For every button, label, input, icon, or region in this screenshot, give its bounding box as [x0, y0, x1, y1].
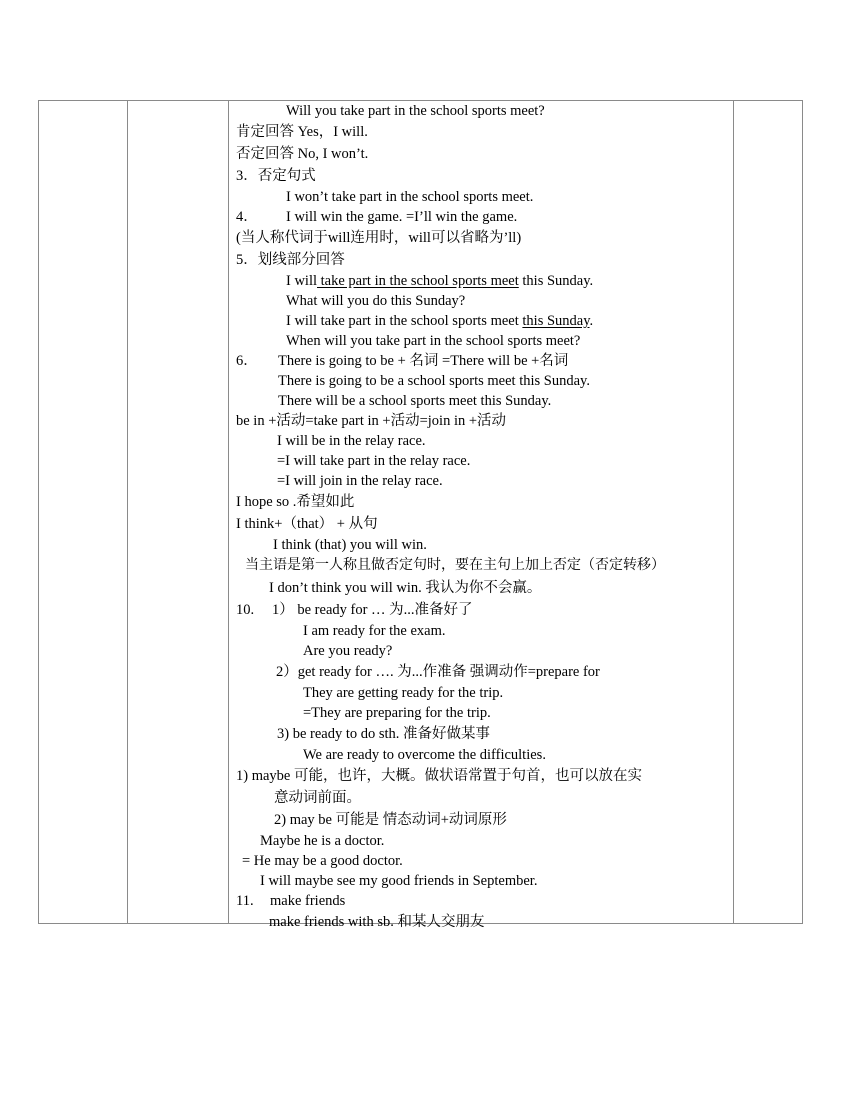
text-line: 意动词前面。: [274, 790, 361, 806]
line-text: I will take part in the school sports meet: [286, 313, 523, 329]
text-line: I will maybe see my good friends in September.: [260, 873, 538, 889]
text-line: 2) may be 可能是 情态动词+动词原形: [274, 812, 507, 828]
text-line: (当人称代词于will连用时，will可以省略为’ll): [236, 230, 522, 246]
text-line: 2）get ready for …. 为...作准备 强调动作=prepare for: [276, 664, 600, 680]
text-line: 否定回答 No, I won’t.: [236, 146, 369, 162]
text-line: They are getting ready for the trip.: [303, 685, 504, 701]
notes-content: [236, 101, 732, 933]
text-line: be in +活动=take part in +活动=join in +活动: [236, 413, 507, 429]
line-text: I will: [286, 273, 318, 289]
text-line: What will you do this Sunday?: [286, 293, 466, 309]
line-text: 1） be ready for … 为...准备好了: [272, 602, 473, 618]
text-line: =They are preparing for the trip.: [303, 705, 491, 721]
text-line: =I will take part in the relay race.: [277, 453, 471, 469]
text-line: [236, 891, 732, 911]
column-divider: [127, 101, 128, 923]
text-line: Are you ready?: [303, 643, 393, 659]
item-number: 11.: [236, 893, 254, 909]
text-line: 3) be ready to do sth. 准备好做某事: [277, 726, 491, 742]
column-divider: [733, 101, 734, 923]
text-line: I will be in the relay race.: [277, 433, 426, 449]
text-line: I don’t think you will win. 我认为你不会赢。: [269, 580, 542, 596]
text-line: I think+（that） + 从句: [236, 516, 378, 532]
text-line: Maybe he is a doctor.: [260, 833, 385, 849]
line-text: .: [589, 313, 594, 329]
text-line: = He may be a good doctor.: [242, 853, 403, 869]
text-line: We are ready to overcome the difficulties.: [303, 747, 546, 763]
underlined-phrase: take part in the school sports meet: [317, 273, 519, 289]
section-heading: 3．否定句式: [236, 168, 316, 184]
text-line: [236, 599, 732, 621]
section-heading: 5．划线部分回答: [236, 252, 345, 268]
item-number: 4．: [236, 209, 258, 225]
text-line: I hope so .希望如此: [236, 494, 355, 510]
text-line: [236, 351, 732, 371]
text-line: [236, 271, 732, 291]
item-number: 10.: [236, 602, 255, 618]
text-line: 肯定回答 Yes，I will.: [236, 124, 368, 140]
text-line: I think (that) you will win.: [273, 537, 427, 553]
line-text: There is going to be + 名词 =There will be +名词: [278, 353, 569, 369]
text-line: 当主语是第一人称且做否定句时，要在主句上加上否定（否定转移）: [245, 558, 665, 573]
line-text: I will win the game. =I’ll win the game.: [286, 209, 518, 225]
text-line: When will you take part in the school sports meet?: [286, 333, 581, 349]
text-line: =I will join in the relay race.: [277, 473, 443, 489]
line-text: this Sunday.: [518, 273, 594, 289]
text-line: [236, 207, 732, 227]
text-line: make friends with sb. 和某人交朋友: [269, 914, 485, 930]
column-divider: [228, 101, 229, 923]
text-line: I am ready for the exam.: [303, 623, 446, 639]
text-line: 1) maybe 可能，也许，大概。做状语常置于句首，也可以放在实: [236, 768, 642, 784]
line-text: make friends: [270, 893, 346, 909]
text-line: I won’t take part in the school sports meet.: [286, 189, 534, 205]
text-line: There will be a school sports meet this Sunday.: [278, 393, 552, 409]
underlined-phrase: this Sunday: [522, 313, 590, 329]
text-line: There is going to be a school sports meet this Sunday.: [278, 373, 590, 389]
text-line: Will you take part in the school sports meet?: [286, 103, 545, 119]
text-line: [236, 311, 732, 331]
item-number: 6．: [236, 353, 258, 369]
